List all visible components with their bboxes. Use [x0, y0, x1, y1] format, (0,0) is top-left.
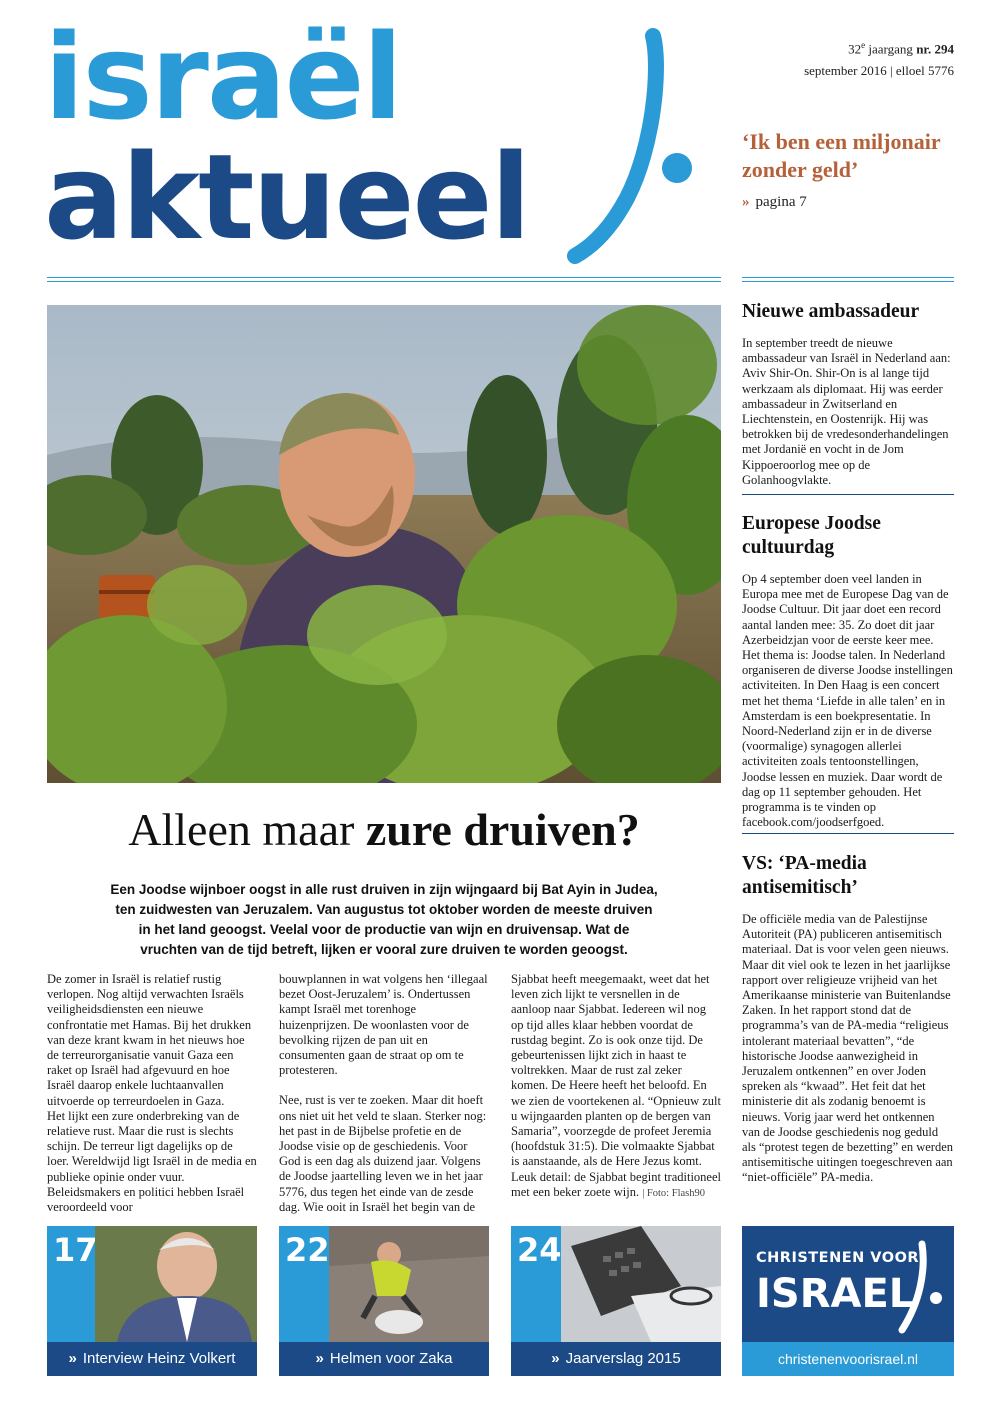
logo-israel: israël — [44, 8, 401, 146]
tile-annual-report[interactable] — [511, 1226, 721, 1376]
tile-zaka[interactable] — [279, 1226, 489, 1376]
article-paragraph: De zomer in Israël is relatief rustig verlopen. Nog altijd verwachten Israëls veiligheidsdiensten een nieuwe confrontatie met Hamas. Bij het drukken van deze krant kwam in het nieuws hoe de terreurorganisatie vanuit Gaza een raket op Israël had afgevuurd en hoe Israël daarop enkele luchtaanvallen uitvoerde op terreurdoelen in Gaza. — [47, 972, 252, 1108]
issue-info — [804, 34, 954, 82]
cvi-logo-block[interactable] — [742, 1226, 954, 1376]
issue-date: september 2016 | elloel 5776 — [804, 63, 954, 79]
tile-link[interactable] — [279, 1342, 489, 1376]
issue-volume: 32 — [848, 41, 862, 57]
vineyard-photo — [47, 305, 721, 783]
sidebar-heading: Nieuwe ambassadeur — [742, 301, 920, 322]
issue-line — [804, 34, 954, 60]
tile-arrow: » — [551, 1350, 560, 1367]
teaser-page-link[interactable] — [742, 194, 962, 211]
masthead-divider-main — [47, 277, 721, 282]
tile-interview[interactable] — [47, 1226, 257, 1376]
article-paragraph: Nee, rust is ver te zoeken. Maar dit hoeft ons niet uit het veld te slaan. Sterker nog: het past in de Bijbelse profetie en de Joodse visie op de geschiedenis. Voor God is een dag als duizend jaar. Volgens de Joodse jaartelling leven we in het jaar 5776, dus tegen het einde van de zesde dag. Wie ooit in Israël het begin van de — [279, 1093, 487, 1214]
teaser-quote: ‘Ik ben een miljonair zonder geld’ — [742, 129, 941, 182]
sidebar-text: Op 4 september doen veel landen in Europa mee met de Europese Dag van de Joodse Cultuur. Dit jaar doet een record aantal landen mee: 35. Zo doet dit jaar Azerbeidzjan voor de eerste keer mee. Het thema is: Joodse talen. In Nederland organiseren de diverse Joodse instellingen activiteiten. In Den Haag is een concert met het thema ‘Liefde in alle talen’ en in Amsterdam is een boekpresentatie. In Noord-Nederland zijn er in de diverse (voormalige) synagogen allerlei activiteiten zoals tentoonstellingen, Joodse lessen en muziek. Daar wordt de dag op 11 september gehouden. Het programma is te vinden op facebook.com/joodserfgoed. — [742, 572, 953, 830]
tile-page-number: 17 — [53, 1231, 98, 1269]
teaser[interactable] — [742, 128, 962, 211]
logo-mark-icon — [565, 28, 705, 268]
sidebar-ambassador — [742, 300, 954, 488]
tile-page-number: 22 — [285, 1231, 330, 1269]
issue-number: nr. 294 — [916, 41, 954, 57]
article-text: Sjabbat heeft meegemaakt, weet dat het leven zich lijkt te versnellen in de aanloop naar Sjabbat. Iedereen wil nog op tijd alles klaar hebben voordat de rustdag begint. Zo is ook onze tijd. De gebeurtenissen lijkt zich in haast te voltrekken. Maar de rust zal zeker komen. De Heere heeft het beloofd. En we zien de voortekenen al. “Opnieuw zult u wijngaarden planten op de bergen van Samaria”, voorzegde de profeet Jeremia (hoofdstuk 31:5). Die volmaakte Sjabbat is aanstaande, als de Here Jezus komt. Leuk detail: de Sjabbat begint traditioneel met een beker zoete wijn. — [511, 972, 722, 1199]
cvi-logo-top: CHRISTENEN VOOR — [756, 1250, 920, 1266]
tile-label: Helmen voor Zaka — [329, 1350, 453, 1367]
sidebar-heading: Europese Joodse cultuurdag — [742, 513, 881, 558]
article-column-1 — [47, 972, 257, 1215]
tile-arrow: » — [315, 1350, 324, 1367]
article-body — [47, 972, 721, 1215]
sidebar-vs — [742, 852, 954, 1186]
tile-link[interactable] — [511, 1342, 721, 1376]
sidebar-heading: VS: ‘PA-media antisemitisch’ — [742, 853, 867, 898]
issue-sup: e — [861, 40, 866, 50]
issue-mid: jaargang — [865, 41, 917, 57]
photo-credit: | Foto: Flash90 — [642, 1187, 705, 1199]
sidebar-text: De officiële media van de Palestijnse Autoriteit (PA) publiceren antisemitisch materiaal. Dat is voor velen geen nieuws. Maar dit viel ook te lezen in het jaarlijkse rapport over religieuze vrijheid van het Amerikaanse ministerie van Buitenlandse Zaken. In het rapport stond dat de programma’s van de PA-media “religieus intolerant materiaal bevatten”, “de historische Joodse aanwezigheid in Jeruzalem ontkennen” en over Joden spreken als “kwaad”. Het feit dat het ministerie dit als zodanig benoemt is nieuws. Vorig jaar werd het ontkennen van de Joodse geschiedenis nog geduld als “protest tegen de bezetting” en werden antisemitische uitingen toegeschreven aan “niet-officiële” PA-media. — [742, 912, 954, 1185]
cvi-mark-icon — [892, 1240, 952, 1340]
headline-bold: zure druiven? — [365, 804, 640, 855]
logo-aktueel: aktueel — [44, 128, 530, 266]
masthead — [0, 0, 992, 275]
tile-page-number: 24 — [517, 1231, 562, 1269]
cvi-logo-brand: ISRAEL — [756, 1271, 915, 1317]
tile-label: Jaarverslag 2015 — [565, 1350, 681, 1367]
teaser-arrow: » — [742, 194, 750, 210]
tile-arrow: » — [68, 1350, 77, 1367]
article-paragraph: Het lijkt een zure onderbreking van de relatieve rust. Maar die rust is slechts schijn. De terreur ligt dagelijks op de loer. Wereldwijd ligt Israël in de media en publieke opinie onder vuur. Beleidsmakers en politici hebben Israël veroordeeld voor — [47, 1108, 257, 1215]
sidebar-divider — [742, 494, 954, 495]
sidebar-culture — [742, 512, 954, 830]
article-column-2 — [279, 972, 489, 1215]
lead-paragraph: Een Joodse wijnboer oogst in alle rust druiven in zijn wijngaard bij Bat Ayin in Judea, ten zuidwesten van Jeruzalem. Van augustus tot oktober worden de meeste druiven in het land geoogst. Veelal voor de productie van wijn en druivensap. Wat de vruchten van de tijd betreft, lijken er vooral zure druiven te worden geoogst. — [110, 882, 658, 957]
sidebar-text: In september treedt de nieuwe ambassadeur van Israël in Nederland aan: Aviv Shir-On. Shir-On is al lange tijd werkzaam als diplomaat. Hij was eerder ambassadeur in Zwitserland en Liechtenstein, en Oostenrijk. Hij was betrokken bij de vredesonderhandelingen met Jordanië en vocht in de Jom Kippoeroorlog mee op de Golanhoogvlakte. — [742, 336, 951, 487]
sidebar-divider — [742, 833, 954, 834]
cvi-website-link[interactable]: christenenvoorisrael.nl — [742, 1342, 954, 1376]
article-paragraph: bouwplannen in wat volgens hen ‘illegaal bezet Oost-Jeruzalem’ is. Ondertussen kampt Israël met torenhoge huizenprijzen. De woonlasten voor de bevolking rijzen de pan uit en consumenten gaan de straat op om te protesteren. — [279, 972, 488, 1078]
teaser-page-label: pagina 7 — [755, 194, 807, 210]
main-headline — [47, 800, 721, 860]
tile-link[interactable] — [47, 1342, 257, 1376]
masthead-divider-side — [742, 277, 954, 282]
tile-label: Interview Heinz Volkert — [82, 1350, 236, 1367]
article-column-3 — [511, 972, 721, 1215]
article-paragraph — [511, 972, 721, 1201]
headline-light: Alleen maar — [128, 804, 366, 855]
